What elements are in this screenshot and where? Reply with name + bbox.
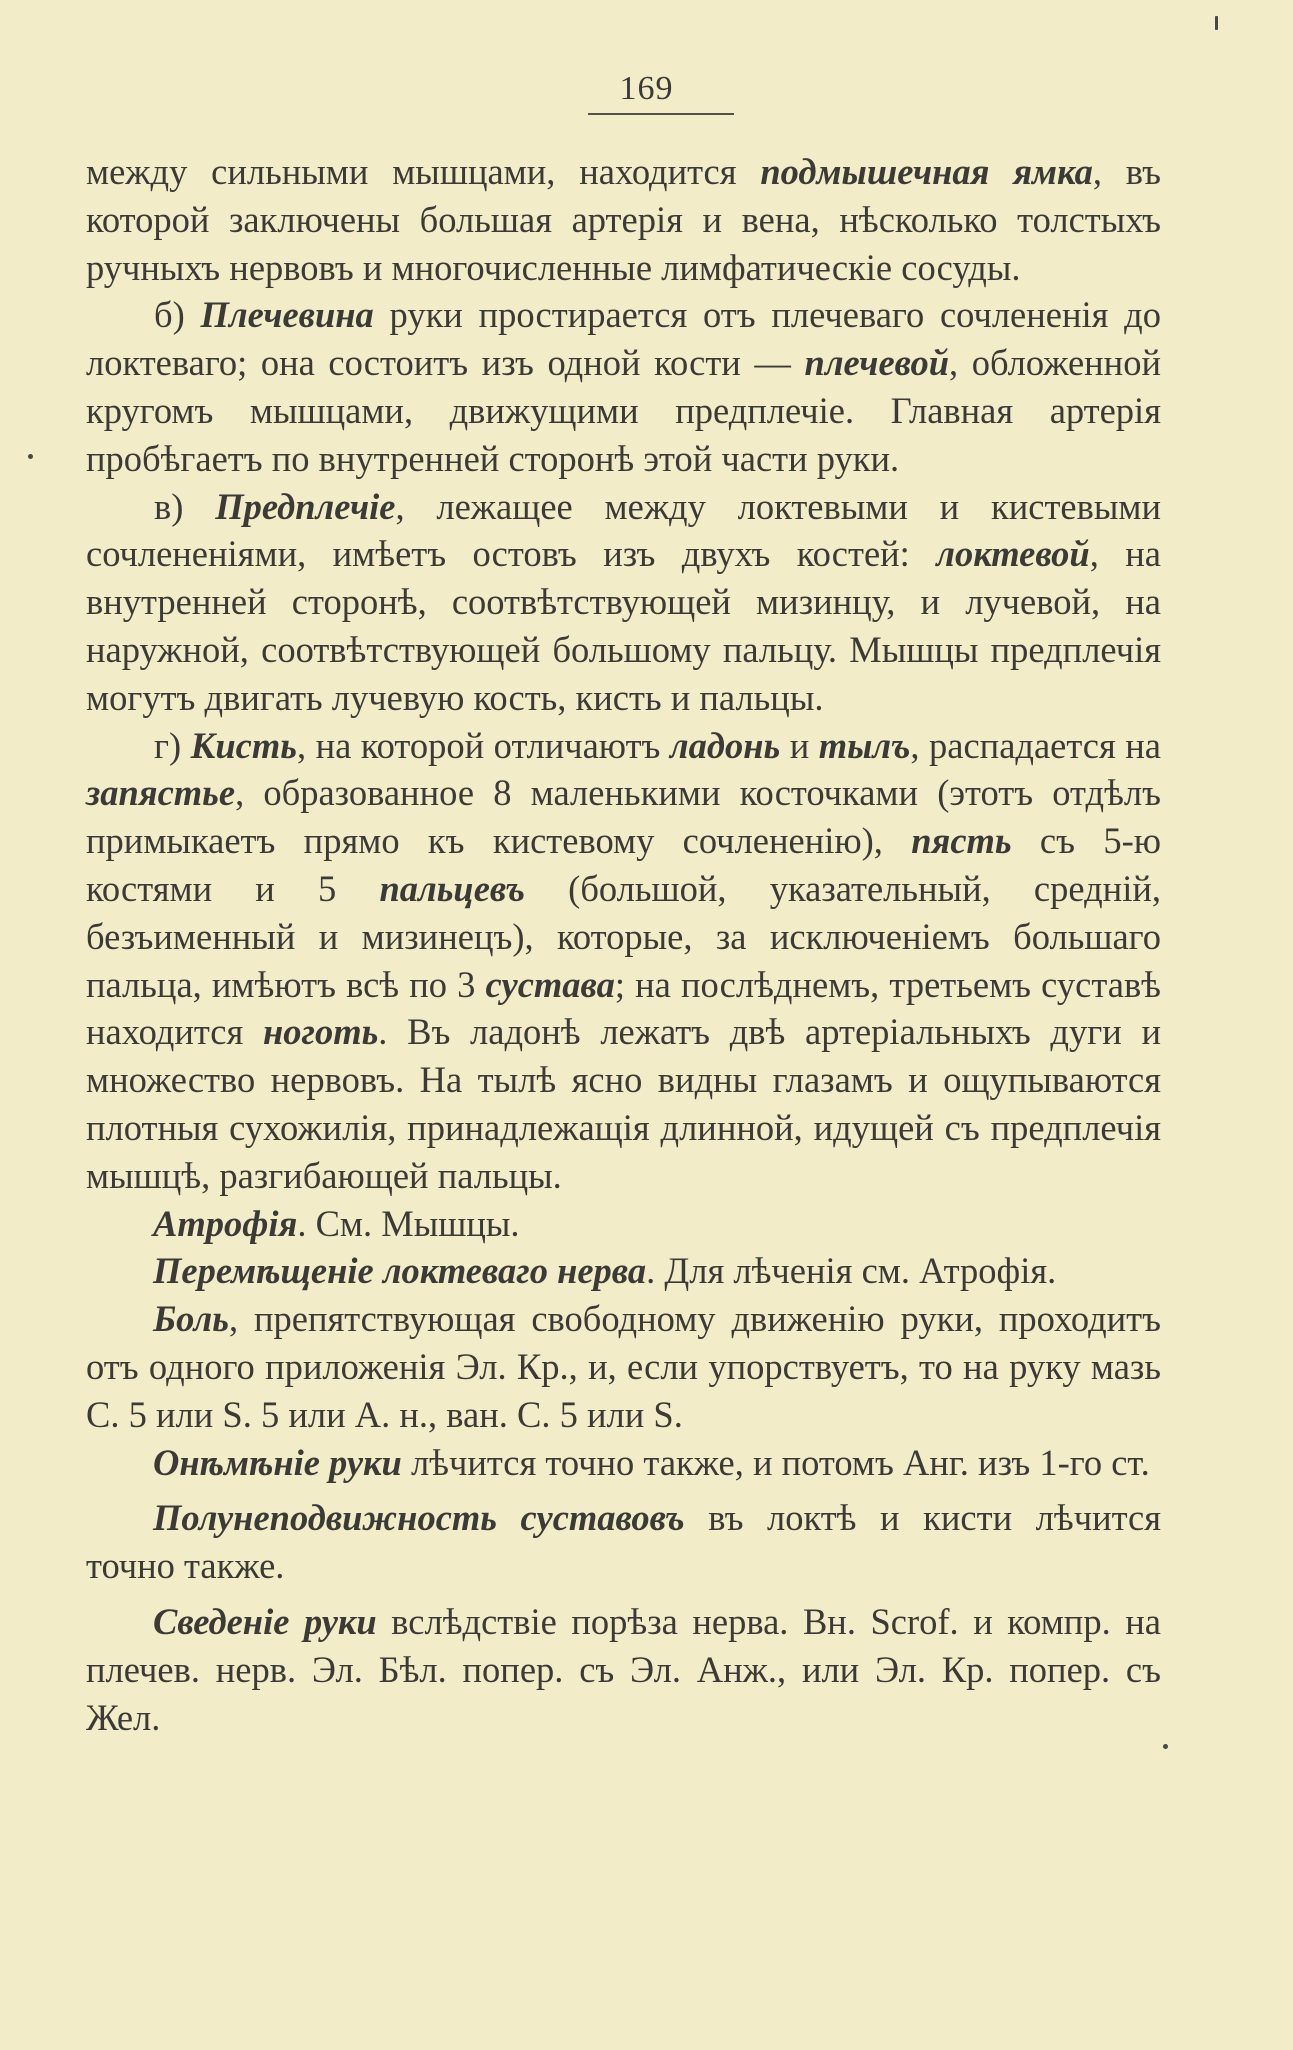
emphasis-term: запястье <box>86 772 236 814</box>
text-run: , препятствующая свободному движенію руки, проходитъ отъ одного приложенія <box>86 1298 1161 1387</box>
text-run: , на внутренней сторонѣ, соотвѣтствующей мизинцу, и лучевой, на наружной, соотвѣтствующей большому пальцу. Мышцы предплечія могутъ двигать лучевую кость, кисть и пальцы. <box>86 533 1161 718</box>
paragraph <box>86 1598 1161 1741</box>
text-run: ; на послѣднемъ, третьемъ суставѣ находится <box>86 963 1161 1053</box>
margin-mark <box>28 454 33 459</box>
text-run: съ 5-ю костями и 5 <box>86 820 1162 909</box>
text-run: въ локтѣ и кисти лѣчится точно также. <box>86 1497 1161 1587</box>
body-text <box>86 148 1161 1741</box>
emphasis-term: подмышечная ямка <box>760 151 1093 192</box>
emphasis-term: плечевой <box>804 342 950 384</box>
margin-mark <box>1215 16 1218 30</box>
emphasis-term: сустава <box>485 963 615 1005</box>
emphasis-term: Предплечіе <box>215 485 396 527</box>
paragraph <box>86 1494 1161 1590</box>
emphasis-term: Кисть <box>190 724 297 766</box>
text-run: в) <box>154 485 216 527</box>
emphasis-term: Перемѣщеніе локтеваго нерва <box>153 1250 647 1292</box>
text-run: руки простирается отъ плечеваго сочлененія до локтеваго; она состоитъ изъ одной кости — <box>86 294 1161 384</box>
margin-mark <box>1163 1744 1168 1749</box>
paragraph <box>86 1200 1161 1248</box>
emphasis-term: пясть <box>911 820 1012 862</box>
text-run: 5 или <box>119 1393 223 1435</box>
paragraph <box>86 1439 1161 1487</box>
paragraph <box>86 483 1161 722</box>
text-run: лѣчится точно также, и потомъ <box>401 1441 904 1483</box>
text-run: 5 или <box>251 1393 355 1435</box>
text-run: . См. Мышцы. <box>297 1202 520 1244</box>
text-run: изъ 1-го ст. <box>968 1441 1150 1483</box>
text-run: , на которой отличаютъ <box>296 724 670 766</box>
paragraph <box>86 291 1161 482</box>
emphasis-term: S. <box>222 1393 252 1435</box>
emphasis-term: ноготь <box>262 1011 379 1053</box>
text-run: , обложенной кругомъ мышцами, движущими предплечіе. Главная артерія пробѣгаетъ по внутренней сторонѣ этой части руки. <box>86 342 1161 479</box>
text-run: между сильными мышцами, находится <box>86 151 761 192</box>
emphasis-term: Эл. К <box>875 1648 967 1690</box>
emphasis-term: А. н. <box>354 1393 429 1435</box>
emphasis-term: Анг. <box>903 1441 969 1483</box>
paragraph <box>86 148 1161 291</box>
text-run: , распадается на <box>910 724 1161 766</box>
emphasis-term: S. <box>653 1393 683 1435</box>
emphasis-term: Плечевина <box>200 294 374 336</box>
paragraph <box>86 722 1161 1200</box>
text-run: и <box>780 724 819 766</box>
text-run: г) <box>154 724 191 766</box>
emphasis-term: тылъ <box>818 724 911 766</box>
emphasis-term: локтевой <box>936 533 1090 575</box>
page-number: 169 <box>619 70 674 107</box>
emphasis-term: ладонь <box>669 724 781 766</box>
emphasis-term: Эл. Бѣл. <box>311 1648 447 1690</box>
text-run: попер. съ <box>446 1648 631 1690</box>
text-run: . Въ ладонѣ лежатъ двѣ артеріальныхъ дуги и множество нервовъ. На тылѣ ясно видны глазамъ и ощупываются плотныя сухожилія, принадлежащія длинной, идущей съ предплечія мышцѣ, разгибающей пальцы. <box>86 1011 1161 1196</box>
header-rule <box>588 113 734 115</box>
text-run: б) <box>154 294 201 336</box>
emphasis-term: С. <box>86 1393 120 1435</box>
paragraph <box>86 1247 1161 1295</box>
emphasis-term: Сведеніе руки <box>153 1600 377 1642</box>
emphasis-term: Полунеподвижность суставовъ <box>153 1497 685 1539</box>
text-run: , ван. <box>428 1393 518 1435</box>
emphasis-term: Эл. Кр. <box>455 1345 569 1387</box>
text-run: , или <box>777 1648 875 1690</box>
text-run: , и, если упорствуетъ, то на руку мазь <box>568 1345 1162 1387</box>
emphasis-term: Эл. Анж. <box>630 1648 778 1690</box>
emphasis-term: Атрофія <box>153 1202 298 1244</box>
paragraph <box>86 1295 1161 1438</box>
emphasis-term: Боль <box>153 1298 229 1340</box>
emphasis-term: Жел. <box>86 1696 161 1738</box>
page-header <box>0 70 1293 114</box>
text-run: , лежащее между локтевыми и кистевыми сочлененіями, имѣетъ остовъ изъ двухъ костей: <box>86 485 1162 575</box>
emphasis-term: Онѣмѣніе руки <box>153 1441 402 1483</box>
text-run: и компр. на плечев. нерв. <box>86 1600 1161 1690</box>
emphasis-term: Scrof. <box>870 1600 959 1642</box>
text-run: р. попер. съ <box>966 1648 1161 1690</box>
text-run: вслѣдствіе порѣза нерва. Вн. <box>376 1600 871 1642</box>
text-run: , въ которой заключены большая артерія и вена, нѣсколько толстыхъ ручныхъ нервовъ и многочисленные лимфатическіе сосуды. <box>86 151 1161 288</box>
text-run: 5 или <box>550 1393 654 1435</box>
text-run: . Для лѣченія см. Атрофія. <box>646 1250 1057 1292</box>
emphasis-term: пальцевъ <box>379 867 525 909</box>
text-run: (большой, указательный, средній, безъименный и мизинецъ), которые, за исключеніемъ большаго пальца, имѣютъ всѣ по 3 <box>86 867 1161 1005</box>
emphasis-term: С. <box>517 1393 551 1435</box>
text-run: , образованное 8 маленькими косточками (этотъ отдѣлъ примыкаетъ прямо къ кистевому сочлененію), <box>86 772 1161 862</box>
